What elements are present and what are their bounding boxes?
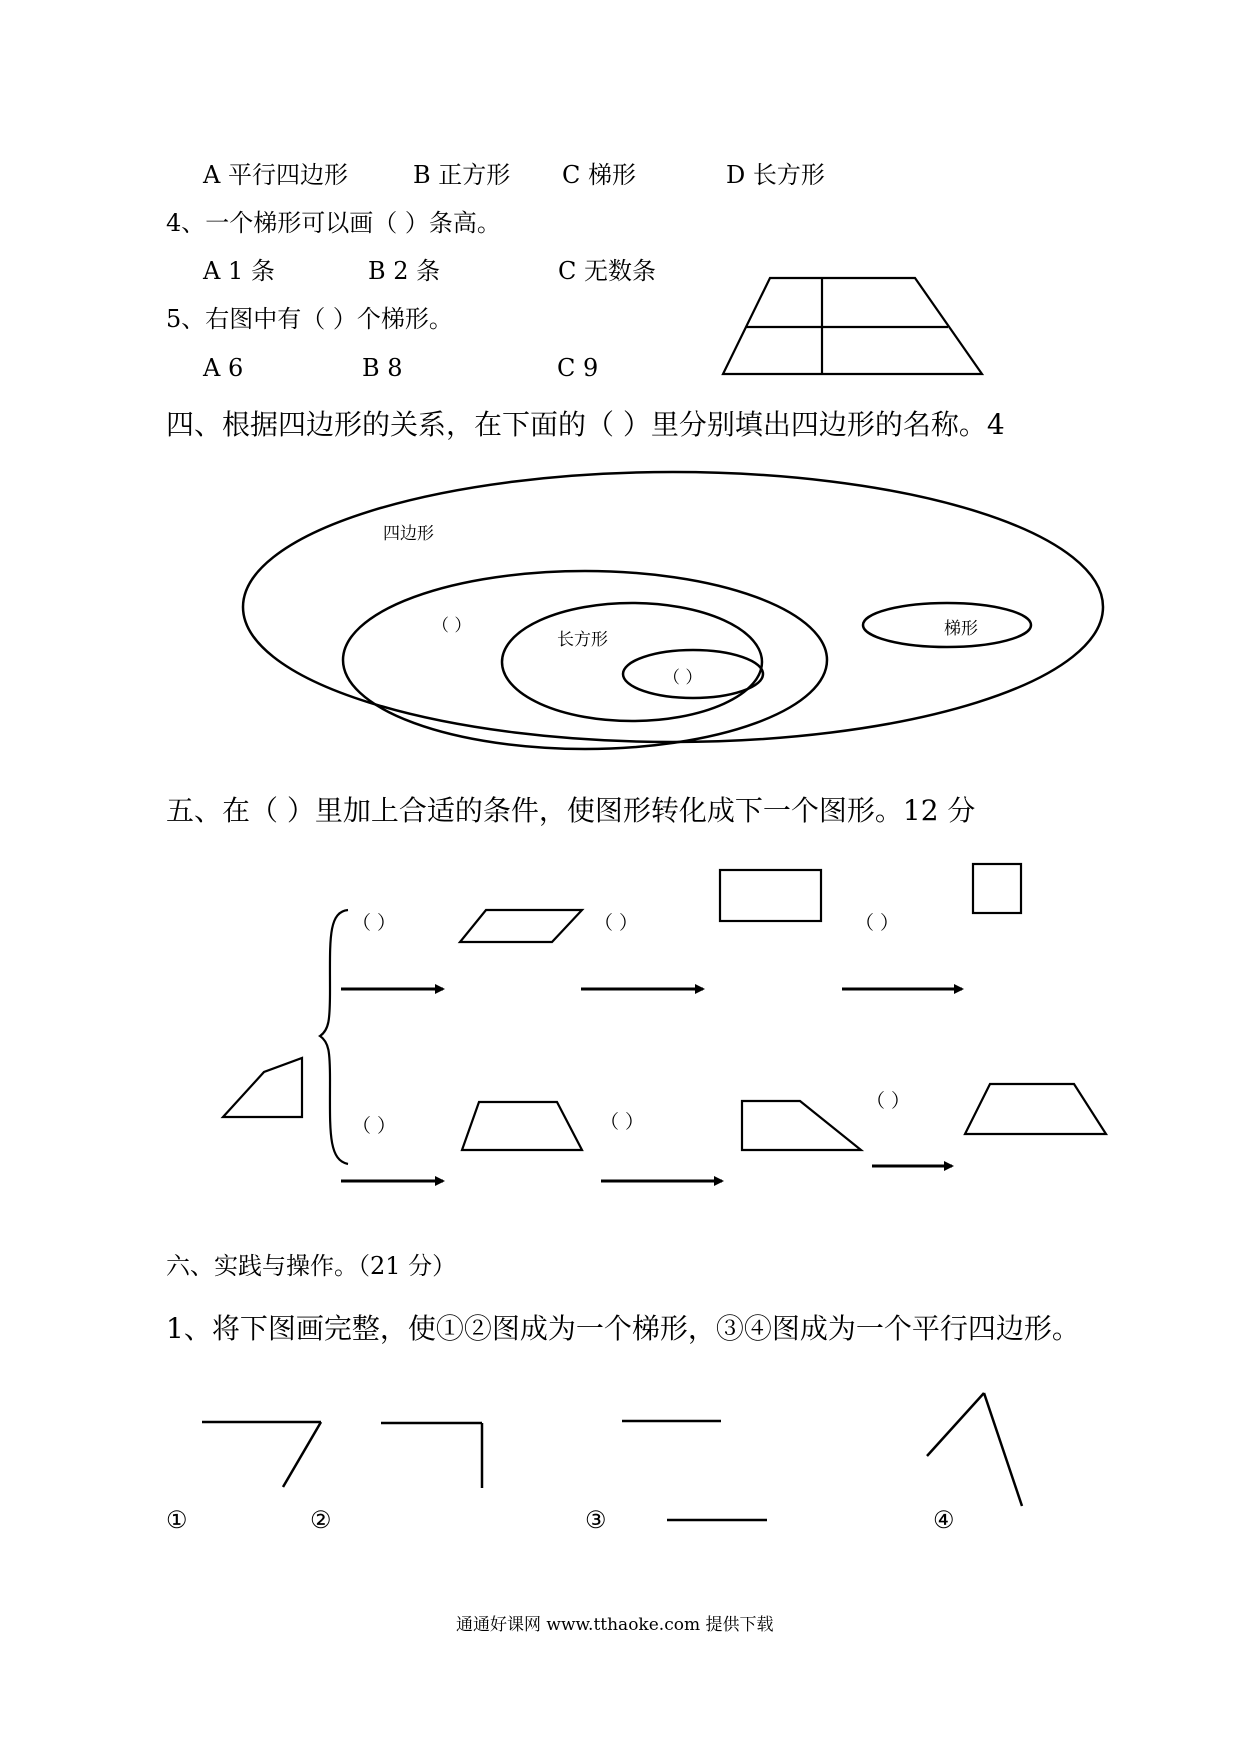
- figure4-right-line: [984, 1393, 1022, 1506]
- blank-upper-3: （ ）: [855, 912, 900, 934]
- transformation-diagram: [223, 864, 1106, 1181]
- ellipse-trapezoid: [863, 603, 1031, 647]
- label-blank-parallelogram: （ ）: [432, 616, 472, 636]
- q4-option-b: B 2 条: [368, 257, 441, 285]
- marker-3: ③: [585, 1506, 607, 1534]
- section5-title: 五、在（ ）里加上合适的条件，使图形转化成下一个图形。12 分: [166, 794, 976, 827]
- section6-title: 六、实践与操作。（21 分）: [166, 1252, 457, 1280]
- q3-option-c: C 梯形: [562, 161, 636, 189]
- ellipse-parallelogram: [343, 571, 827, 749]
- q4-question: 4、一个梯形可以画（ ）条高。: [166, 209, 501, 237]
- blank-upper-2: （ ）: [594, 912, 639, 934]
- q4-option-a: A 1 条: [203, 257, 275, 285]
- blank-upper-1: （ ）: [352, 912, 397, 934]
- q3-option-a: A 平行四边形: [203, 161, 348, 189]
- q3-option-b: B 正方形: [413, 161, 511, 189]
- square-shape: [973, 864, 1021, 913]
- label-trapezoid: 梯形: [944, 619, 978, 639]
- q5-question: 5、右图中有（ ）个梯形。: [166, 305, 453, 333]
- footer-text: 通通好课网 www.tthaoke.com 提供下载: [456, 1615, 774, 1635]
- section4-title: 四、根据四边形的关系，在下面的（ ）里分别填出四边形的名称。4: [166, 408, 1005, 441]
- curly-brace: [320, 910, 348, 1164]
- figure1-slant-line: [283, 1422, 321, 1487]
- blank-lower-1: （ ）: [352, 1115, 397, 1137]
- blank-lower-3: （ ）: [866, 1090, 911, 1112]
- quadrilateral-relationship-diagram: [243, 472, 1103, 749]
- ellipse-square: [623, 650, 763, 698]
- q5-trapezoid-figure: [723, 278, 982, 374]
- figure4-left-line: [927, 1393, 984, 1456]
- q5-option-c: C 9: [557, 354, 599, 382]
- wide-trapezoid-shape: [965, 1084, 1106, 1134]
- parallelogram-shape: [460, 910, 582, 942]
- marker-2: ②: [310, 1506, 332, 1534]
- label-quadrilateral: 四边形: [383, 524, 434, 544]
- blank-lower-2: （ ）: [600, 1111, 645, 1133]
- start-quadrilateral: [223, 1058, 302, 1117]
- q4-option-c: C 无数条: [558, 257, 656, 285]
- rectangle-shape: [720, 870, 821, 921]
- marker-4: ④: [933, 1506, 955, 1534]
- q5-option-a: A 6: [203, 354, 244, 382]
- isosceles-trapezoid-shape: [462, 1102, 582, 1150]
- right-trapezoid-shape: [742, 1101, 861, 1150]
- incomplete-figures: [202, 1393, 1022, 1520]
- label-rectangle: 长方形: [557, 630, 608, 650]
- marker-1: ①: [166, 1506, 188, 1534]
- q3-option-d: D 长方形: [726, 161, 825, 189]
- q5-option-b: B 8: [362, 354, 403, 382]
- section6-task1: 1、将下图画完整，使①②图成为一个梯形，③④图成为一个平行四边形。: [166, 1312, 1080, 1345]
- label-blank-square: （ ）: [663, 668, 703, 688]
